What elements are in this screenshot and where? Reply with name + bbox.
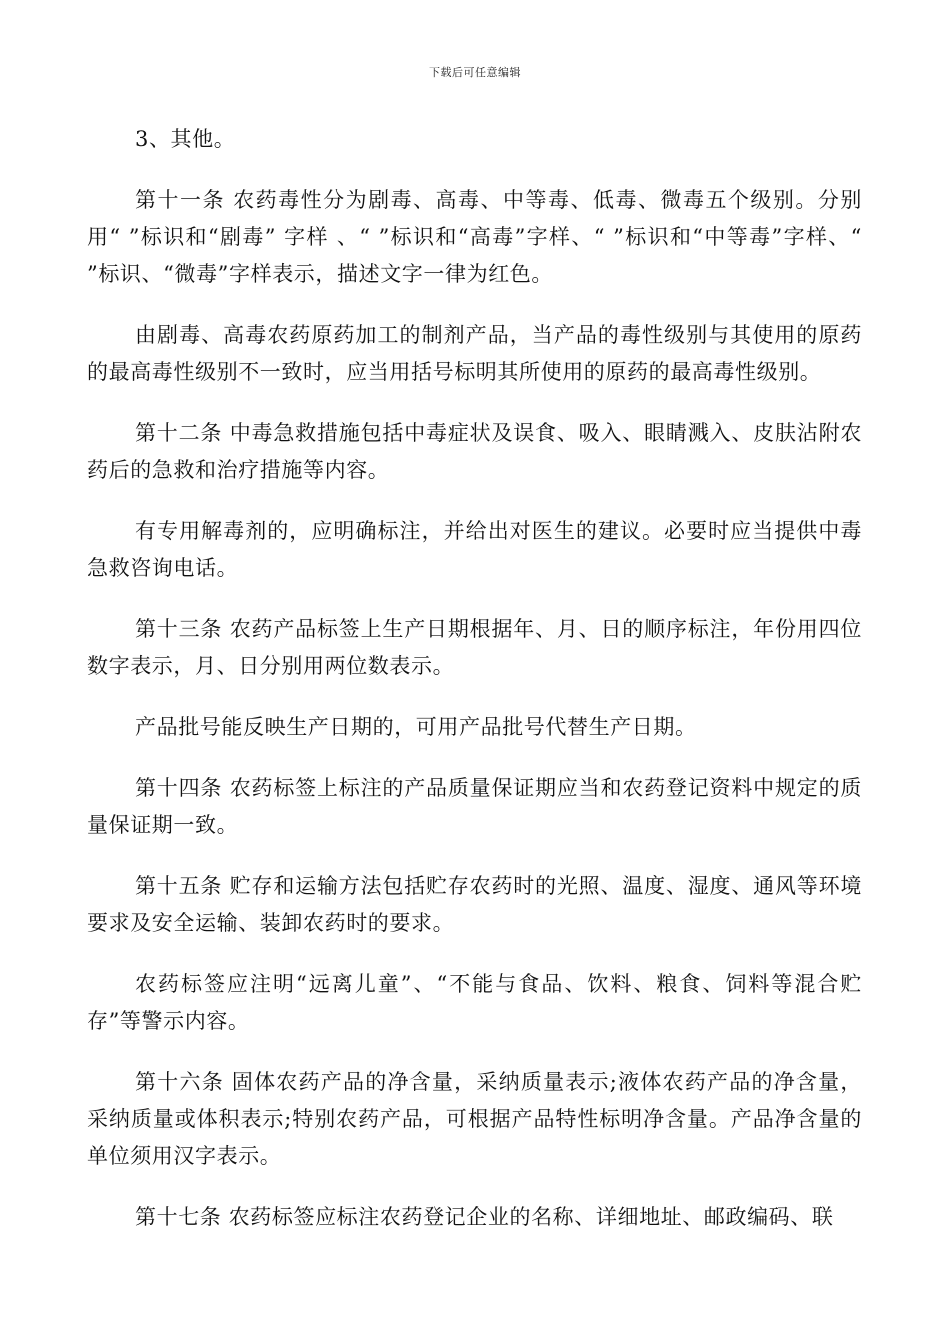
paragraph-article-17: 第十七条 农药标签应标注农药登记企业的名称、详细地址、邮政编码、联 (135, 1205, 834, 1229)
document-body (87, 121, 862, 1260)
paragraph-article-16: 第十六条 固体农药产品的净含量，采纳质量表示;液体农药产品的净含量，采纳质量或体积表示;特别农药产品，可根据产品特性标明净含量。产品净含量的单位须用汉字表示。 (87, 1070, 862, 1168)
page-header: 下载后可任意编辑 (429, 66, 521, 79)
paragraph-article-14: 第十四条 农药标签上标注的产品质量保证期应当和农药登记资料中规定的质量保证期一致。 (87, 776, 862, 837)
paragraph-article-13-note: 产品批号能反映生产日期的，可用产品批号代替生产日期。 (135, 715, 697, 739)
paragraph-article-13: 第十三条 农药产品标签上生产日期根据年、月、日的顺序标注，年份用四位数字表示，月、日分别用两位数表示。 (87, 617, 862, 678)
paragraph-other: 3、其他。 (135, 127, 236, 151)
paragraph-article-15-note: 农药标签应注明“远离儿童”、“不能与食品、饮料、粮食、饲料等混合贮存”等警示内容。 (87, 972, 862, 1033)
paragraph-article-12: 第十二条 中毒急救措施包括中毒症状及误食、吸入、眼睛溅入、皮肤沾附农药后的急救和治疗措施等内容。 (87, 421, 862, 482)
paragraph-article-11-note: 由剧毒、高毒农药原药加工的制剂产品，当产品的毒性级别与其使用的原药的最高毒性级别不一致时，应当用括号标明其所使用的原药的最高毒性级别。 (87, 323, 862, 384)
paragraph-article-15: 第十五条 贮存和运输方法包括贮存农药时的光照、温度、湿度、通风等环境要求及安全运输、装卸农药时的要求。 (87, 874, 862, 935)
paragraph-article-12-note: 有专用解毒剂的，应明确标注，并给出对医生的建议。必要时应当提供中毒急救咨询电话。 (87, 519, 862, 580)
paragraph-article-11: 第十一条 农药毒性分为剧毒、高毒、中等毒、低毒、微毒五个级别。分别用“ ”标识和“剧毒” 字样 、“ ”标识和“高毒”字样、“ ”标识和“中等毒”字样、“ ”标识、“微毒”字样表示，描述文字一律为红色。 (87, 188, 862, 286)
